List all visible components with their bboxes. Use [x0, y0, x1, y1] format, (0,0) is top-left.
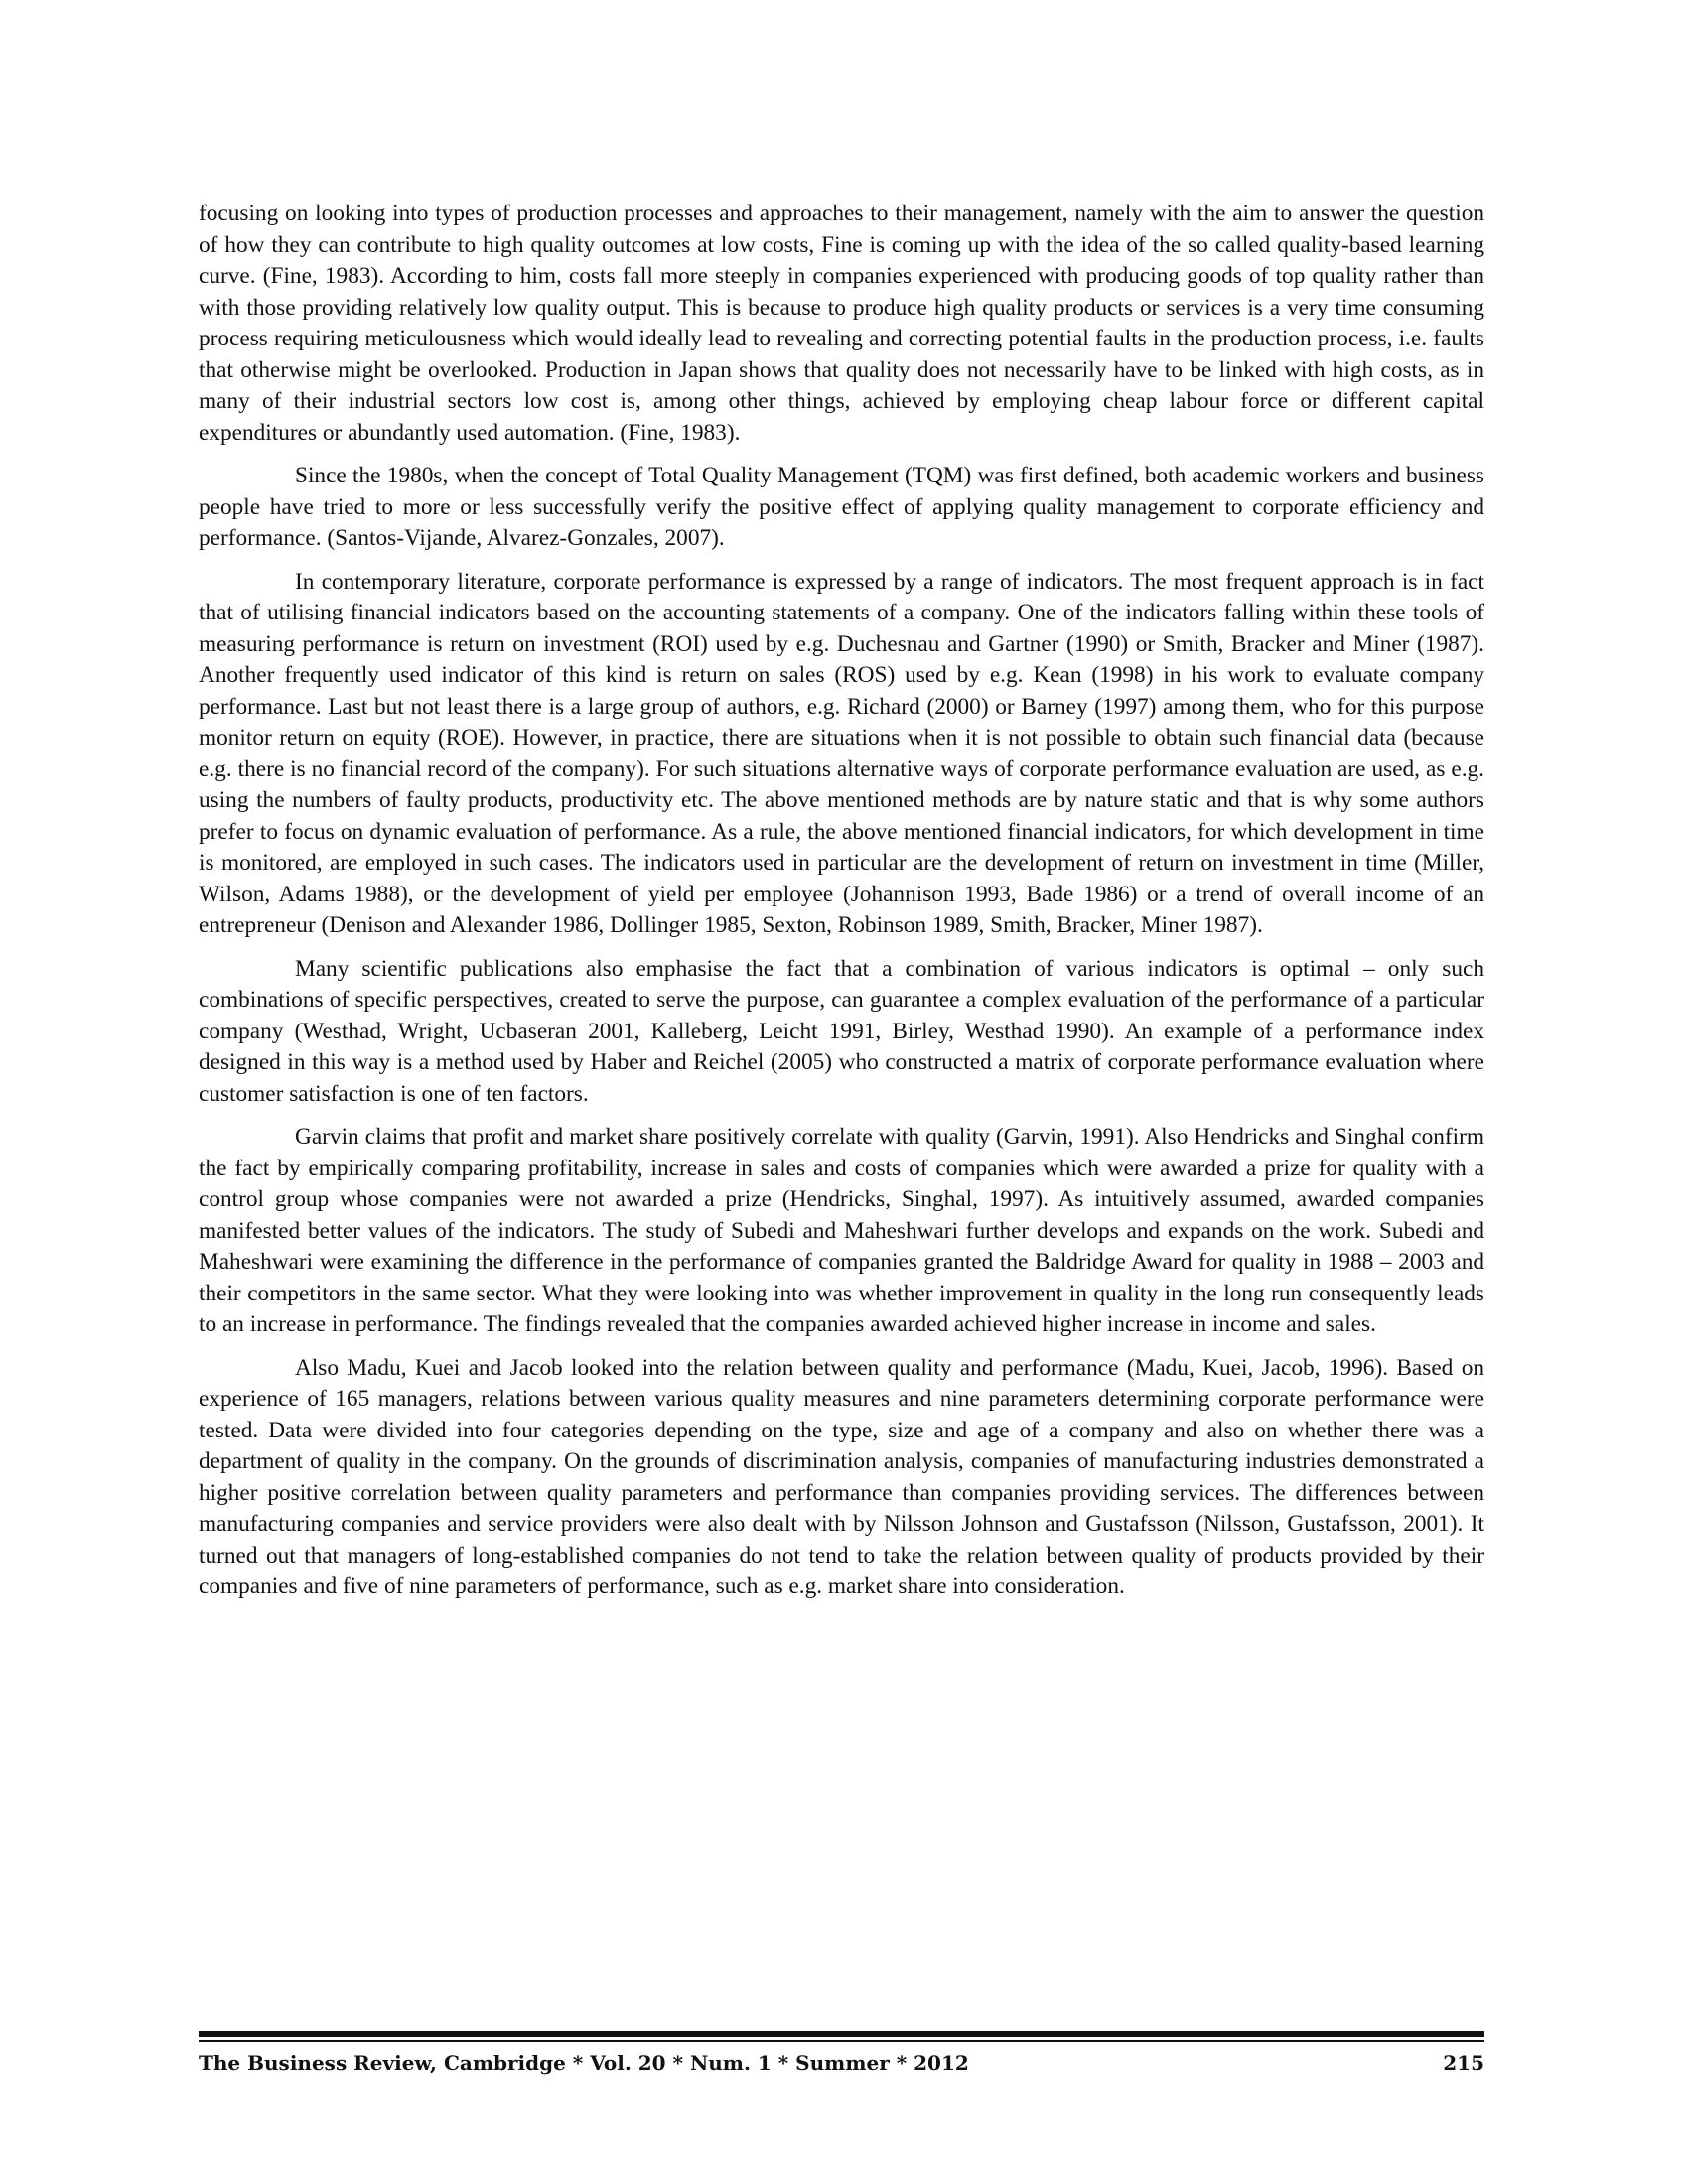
paragraph-indicators: In contemporary literature, corporate performance is expressed by a range of indicators. The most frequent approach is in fact that of utilising financial indicators based on the accounting statements of a company. One of the indicators falling within these tools of measuring performance is return on investment (ROI) used by e.g. Duchesnau and Gartner (1990) or Smith, Bracker and Miner (1987). Another frequently used indicator of this kind is return on sales (ROS) used by e.g. Kean (1998) in his work to evaluate company performance. Last but not least there is a large group of authors, e.g. Richard (2000) or Barney (1997) among them, who for this purpose monitor return on equity (ROE). However, in practice, there are situations when it is not possible to obtain such financial data (because e.g. there is no financial record of the company). For such situations alternative ways of corporate performance evaluation are used, as e.g. using the numbers of faulty products, productivity etc. The above mentioned methods are by nature static and that is why some authors prefer to focus on dynamic evaluation of performance. As a rule, the above mentioned financial indicators, for which development in time is monitored, are employed in such cases. The indicators used in particular are the development of return on investment in time (Miller, Wilson, Adams 1988), or the development of yield per employee (Johannison 1993, Bade 1986) or a trend of overall income of an entrepreneur (Denison and Alexander 1986, Dollinger 1985, Sexton, Robinson 1989, Smith, Bracker, Miner 1987). [199, 568, 1484, 938]
page-footer [199, 2051, 1484, 2075]
paragraph-continued: focusing on looking into types of production processes and approaches to their management, namely with the aim to answer the question of how they can contribute to high quality outcomes at low costs, Fine is coming up with the idea of the so called quality-based learning curve. (Fine, 1983). According to him, costs fall more steeply in companies experienced with producing goods of top quality rather than with those providing relatively low quality output. This is because to produce high quality products or services is a very time consuming process requiring meticulousness which would ideally lead to revealing and correcting potential faults in the production process, i.e. faults that otherwise might be overlooked. Production in Japan shows that quality does not necessarily have to be linked with high costs, as in many of their industrial sectors low cost is, among other things, achieved by employing cheap labour force or different capital expenditures or abundantly used automation. (Fine, 1983). [199, 201, 1484, 446]
paragraph-tqm: Since the 1980s, when the concept of Total Quality Management (TQM) was first defined, both academic workers and business people have tried to more or less successfully verify the positive effect of applying quality management to corporate efficiency and performance. (Santos-Vijande, Alvarez-Gonzales, 2007). [199, 463, 1484, 551]
journal-citation: The Business Review, Cambridge * Vol. 20 * Num. 1 * Summer * 2012 [199, 2051, 969, 2075]
footer-rule-thin [199, 2040, 1484, 2042]
footer-rule-thick [199, 2031, 1484, 2037]
article-body [199, 199, 1484, 1615]
page-number: 215 [1443, 2051, 1484, 2075]
paragraph-madu: Also Madu, Kuei and Jacob looked into the relation between quality and performance (Madu, Kuei, Jacob, 1996). Based on experience of 165 managers, relations between various quality measures and nine parameters determining corporate performance were tested. Data were divided into four categories depending on the type, size and age of a company and also on whether there was a department of quality in the company. On the grounds of discrimination analysis, companies of manufacturing industries demonstrated a higher positive correlation between quality parameters and performance than companies providing services. The differences between manufacturing companies and service providers were also dealt with by Nilsson Johnson and Gustafsson (Nilsson, Gustafsson, 2001). It turned out that managers of long-established companies do not tend to take the relation between quality of products provided by their companies and five of nine parameters of performance, such as e.g. market share into consideration. [199, 1354, 1484, 1599]
paragraph-garvin: Garvin claims that profit and market share positively correlate with quality (Garvin, 1991). Also Hendricks and Singhal confirm the fact by empirically comparing profitability, increase in sales and costs of companies which were awarded a prize for quality with a control group whose companies were not awarded a prize (Hendricks, Singhal, 1997). As intuitively assumed, awarded companies manifested better values of the indicators. The study of Subedi and Maheshwari further develops and expands on the work. Subedi and Maheshwari were examining the difference in the performance of companies granted the Baldridge Award for quality in 1988 – 2003 and their competitors in the same sector. What they were looking into was whether improvement in quality in the long run consequently leads to an increase in performance. The findings revealed that the companies awarded achieved higher increase in income and sales. [199, 1124, 1484, 1337]
paragraph-combination: Many scientific publications also emphasise the fact that a combination of various indicators is optimal – only such combinations of specific perspectives, created to serve the purpose, can guarantee a complex evaluation of the performance of a particular company (Westhad, Wright, Ucbaseran 2001, Kalleberg, Leicht 1991, Birley, Westhad 1990). An example of a performance index designed in this way is a method used by Haber and Reichel (2005) who constructed a matrix of corporate performance evaluation where customer satisfaction is one of ten factors. [199, 955, 1484, 1107]
